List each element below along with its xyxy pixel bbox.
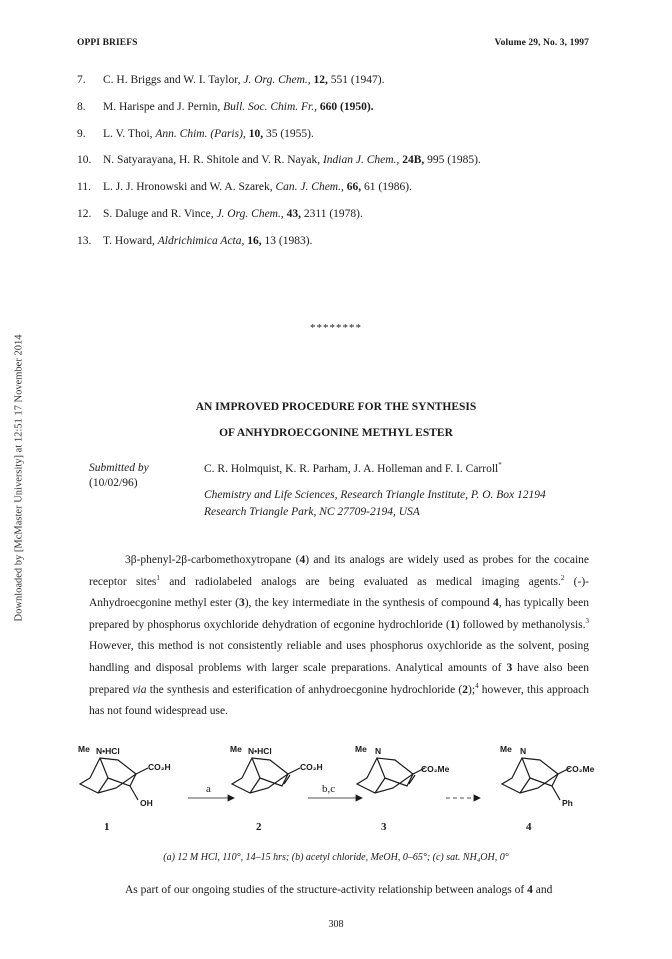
reaction-conditions: (a) 12 M HCl, 110°, 14–15 hrs; (b) acetyl chloride, MeOH, 0–65°; (c) sat. NH₄OH, 0°: [163, 852, 509, 863]
authors-text: C. R. Holmquist, K. R. Parham, J. A. Holleman and F. I. Carroll: [204, 462, 499, 475]
reference-journal: Can. J. Chem.,: [275, 181, 344, 194]
compound-ref: 4: [299, 554, 306, 566]
reference-journal: Ann. Chim. (Paris),: [155, 127, 246, 140]
text-run: have also been prepared: [89, 661, 589, 696]
affiliation-line-1: Chemistry and Life Sciences, Research Triangle Institute, P. O. Box 12194: [204, 489, 546, 501]
text-run: however, this approach has not found widespread use.: [89, 683, 589, 718]
compound-ref: 1: [449, 618, 456, 631]
compound-number: 3: [381, 821, 387, 833]
scheme-drawing: [0, 738, 672, 848]
citation: 4: [475, 681, 479, 690]
text-run: As part of our ongoing studies of the structure-activity relationship between analogs of: [125, 884, 528, 896]
affiliation-line-2: Research Triangle Park, NC 27709-2194, USA: [204, 505, 420, 518]
methyl-label: Me: [500, 744, 512, 754]
arrow-label: a: [206, 783, 211, 795]
reference-list: [77, 74, 597, 262]
substituent-label: Ph: [562, 798, 573, 808]
reference-item: [77, 181, 597, 208]
text-run: However, this method is not consistently reliable and uses phosphorus oxychloride as the solvent, posing handling and disposal problems with larger scale preparations. Analytical amounts of: [89, 640, 589, 674]
text-run: and: [535, 884, 553, 896]
compound-ref: 4: [527, 884, 533, 896]
reference-item: [77, 74, 597, 101]
citation: 2: [560, 573, 565, 582]
reference-journal: Bull. Soc. Chim. Fr.,: [223, 100, 318, 113]
reference-volume: 16,: [247, 234, 262, 247]
reference-item: [77, 128, 597, 155]
amine-label: N•HCl: [96, 746, 120, 756]
reference-number: 8.: [77, 100, 86, 113]
reference-pages: 995 (1985).: [427, 154, 481, 167]
substituent-label: CO₂Me: [421, 764, 450, 774]
text-run: via: [132, 683, 147, 696]
substituent-label: CO₂Me: [566, 764, 595, 774]
reaction-arrow-a: [188, 795, 234, 801]
reference-number: 13.: [77, 234, 92, 247]
reference-item: [77, 154, 597, 181]
reference-authors: L. J. J. Hronowski and W. A. Szarek,: [103, 181, 273, 194]
text-run: ), the key intermediate in the synthesis of compound: [244, 597, 494, 610]
compound-ref: 3: [238, 597, 245, 610]
reference-authors: S. Daluge and R. Vince,: [103, 207, 214, 220]
reference-pages: 551 (1947).: [330, 74, 385, 86]
reaction-scheme: [0, 738, 672, 858]
reference-pages: 35 (1955).: [265, 127, 314, 140]
methyl-label: Me: [78, 744, 90, 754]
compound-2-structure: [230, 744, 323, 833]
reference-volume: 24B,: [402, 154, 425, 167]
reference-number: 9.: [77, 127, 86, 140]
substituent-label: OH: [140, 798, 153, 808]
reference-number: 10.: [77, 154, 92, 167]
submitted-date: (10/02/96): [89, 477, 138, 489]
text-run: , has typically been prepared by phosphorus oxychloride dehydration of ecgonine hydrochloride (: [89, 597, 590, 631]
reference-volume: 43,: [286, 207, 301, 220]
reference-item: [77, 208, 597, 235]
reference-pages: 2311 (1978).: [303, 207, 363, 220]
body-paragraph: [89, 550, 589, 723]
methyl-label: Me: [230, 744, 242, 754]
compound-ref: 2: [462, 683, 469, 696]
submission-info: [89, 461, 149, 491]
reaction-arrow-dashed: [446, 795, 480, 801]
reference-authors: T. Howard,: [103, 234, 155, 247]
affiliation: [204, 487, 546, 520]
section-separator: ********: [310, 322, 362, 334]
reference-authors: L. V. Thoi,: [103, 127, 153, 140]
running-header-right: Volume 29, No. 3, 1997: [494, 38, 589, 48]
continuation-line: [125, 884, 552, 896]
reference-authors: N. Satyarayana, H. R. Shitole and V. R. Nayak,: [103, 154, 321, 167]
compound-number: 2: [256, 821, 262, 833]
amine-label: N: [520, 746, 527, 756]
reaction-arrow-bc: [308, 795, 362, 801]
article-title-line-2: OF ANHYDROECGONINE METHYL ESTER: [219, 427, 453, 439]
reference-pages: 660 (1950).: [319, 100, 374, 113]
article-title-line-1: AN IMPROVED PROCEDURE FOR THE SYNTHESIS: [195, 401, 477, 413]
compound-4-structure: [500, 744, 595, 833]
compound-3-structure: [355, 744, 450, 833]
author-list: [204, 461, 502, 475]
reference-journal: Aldrichimica Acta,: [157, 234, 245, 247]
compound-ref: 3: [506, 661, 513, 674]
citation: 1: [156, 573, 160, 582]
submitted-label: Submitted by: [89, 462, 149, 474]
amine-label: N•HCl: [248, 746, 272, 756]
compound-number: 1: [104, 821, 110, 833]
reference-authors: C. H. Briggs and W. I. Taylor,: [103, 74, 241, 86]
reference-item: [77, 235, 597, 262]
arrow-label: b,c: [322, 783, 336, 795]
running-header-left: OPPI BRIEFS: [77, 38, 138, 48]
methyl-label: Me: [355, 744, 367, 754]
download-watermark: Downloaded by [McMaster University] at 12:51 17 November 2014: [13, 334, 25, 622]
substituent-label: CO₂H: [300, 762, 323, 772]
corresponding-author-mark: *: [498, 461, 502, 469]
reference-authors: M. Harispe and J. Pernin,: [103, 100, 221, 113]
text-run: ) followed by methanolysis.: [455, 618, 586, 631]
reference-number: 11.: [77, 181, 91, 194]
reference-pages: 61 (1986).: [363, 181, 412, 194]
reference-journal: J. Org. Chem.,: [216, 207, 284, 220]
text-run: (-)-Anhydroecgonine methyl ester (: [89, 575, 589, 610]
amine-label: N: [375, 746, 382, 756]
page-number: 308: [328, 919, 344, 930]
substituent-label: CO₂H: [148, 762, 171, 772]
compound-number: 4: [526, 821, 532, 833]
text-run: 3β-phenyl-2β-carbomethoxytropane (: [125, 554, 300, 566]
text-run: ) and its analogs are widely used as probes for the cocaine receptor sites: [89, 554, 589, 588]
compound-1-structure: [78, 744, 171, 833]
citation: 3: [585, 616, 589, 625]
reference-volume: 66,: [346, 181, 362, 194]
reference-pages: 13 (1983).: [264, 234, 313, 247]
text-run: the synthesis and esterification of anhydroecgonine hydrochloride (: [146, 683, 463, 696]
reference-number: 7.: [77, 74, 86, 86]
reference-journal: J. Org. Chem.,: [243, 74, 311, 86]
reference-journal: Indian J. Chem.,: [322, 154, 400, 167]
text-run: );: [468, 683, 476, 696]
reference-volume: 10,: [248, 127, 264, 140]
compound-ref: 4: [493, 597, 499, 610]
reference-volume: 12,: [313, 74, 328, 86]
text-run: and radiolabeled analogs are being evaluated as medical imaging agents.: [159, 575, 561, 588]
reference-item: [77, 101, 597, 128]
reference-number: 12.: [77, 207, 92, 220]
